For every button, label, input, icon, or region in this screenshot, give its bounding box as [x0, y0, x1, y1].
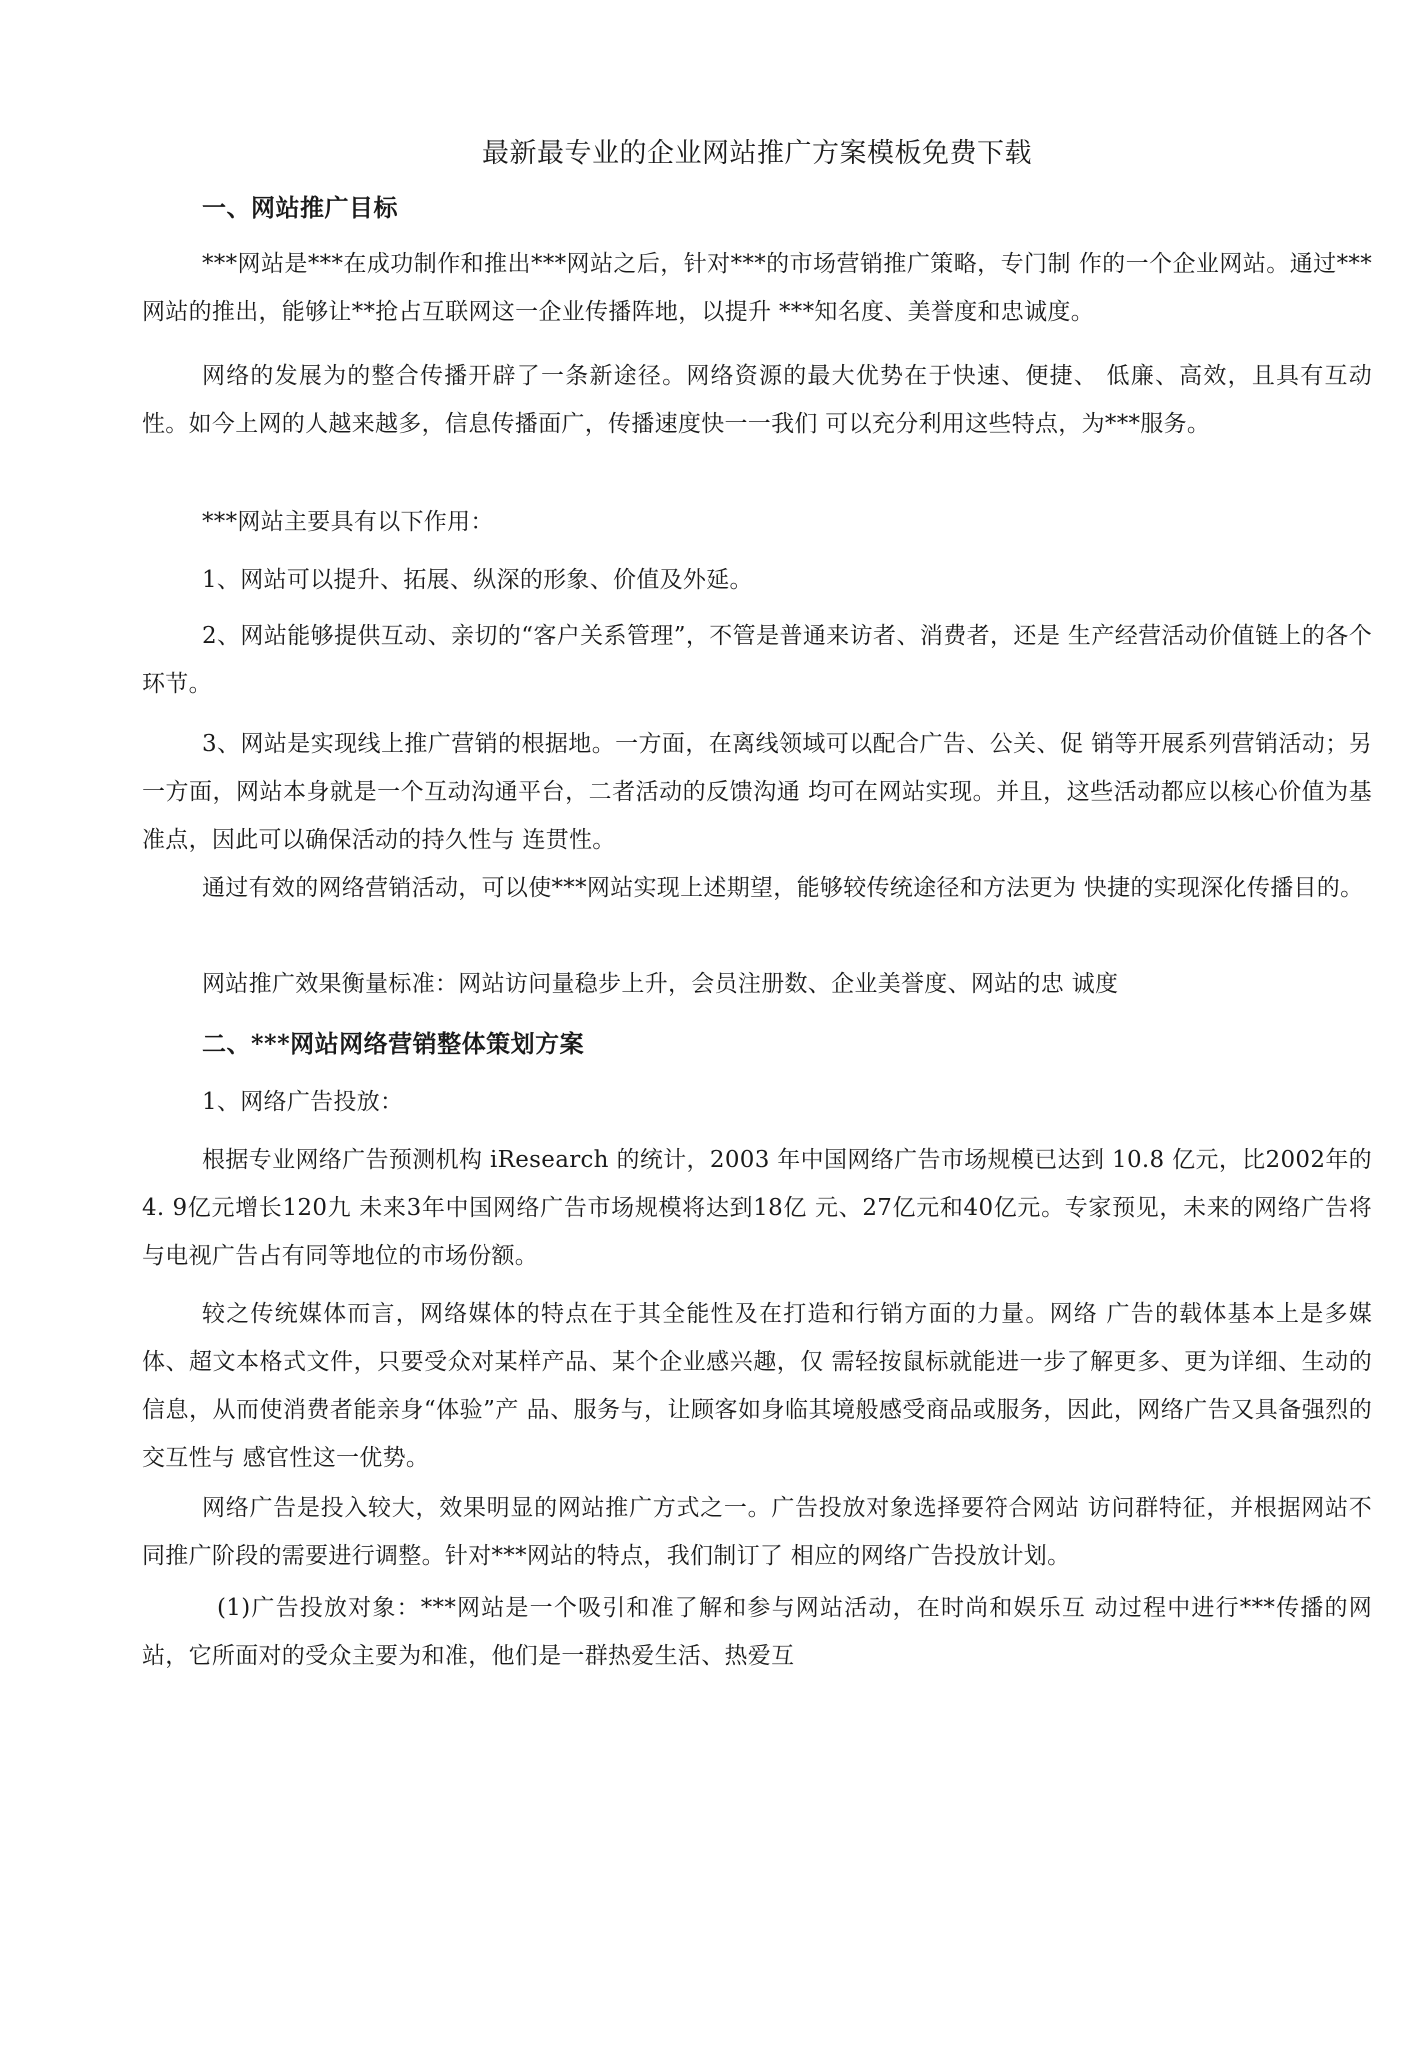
paragraph: 1、网络广告投放： — [202, 1089, 404, 1115]
paragraph: 网络广告是投入较大，效果明显的网站推广方式之一。广告投放对象选择要符合网站 访问群特征，并根据网站不同推广阶段的需要进行调整。针对***网站的特点，我们制订了 相应的网络广告投放计划。 — [142, 1495, 1372, 1569]
paragraph: 通过有效的网络营销活动，可以使***网站实现上述期望，能够较传统途径和方法更为 快捷的实现深化传播目的。 — [202, 875, 1364, 901]
page-title: 最新最专业的企业网站推广方案模板免费下载 — [482, 138, 1032, 169]
paragraph: ***网站主要具有以下作用： — [202, 509, 494, 535]
paragraph: 网络的发展为的整合传播开辟了一条新途径。网络资源的最大优势在于快速、便捷、 低廉、高效，且具有互动性。如今上网的人越来越多，信息传播面广，传播速度快一一我们 可以充分利用这些特点，为***服务。 — [142, 363, 1372, 437]
paragraph: 网站推广效果衡量标准：网站访问量稳步上升，会员注册数、企业美誉度、网站的忠 诚度 — [202, 971, 1119, 997]
paragraph: 3、网站是实现线上推广营销的根据地。一方面，在离线领域可以配合广告、公关、促 销等开展系列营销活动；另一方面，网站本身就是一个互动沟通平台，二者活动的反馈沟通 均可在网站实现。并且，这些活动都应以核心价值为基准点，因此可以确保活动的持久性与 连贯性。 — [142, 731, 1372, 853]
paragraph: 1、网站可以提升、拓展、纵深的形象、价值及外延。 — [202, 567, 753, 593]
paragraph: 2、网站能够提供互动、亲切的“客户关系管理”，不管是普通来访者、消费者，还是 生产经营活动价值链上的各个环节。 — [142, 623, 1372, 697]
section-heading-2: 二、***网站网络营销整体策划方案 — [202, 1029, 585, 1058]
paragraph: (1)广告投放对象：***网站是一个吸引和准了解和参与网站活动，在时尚和娱乐互 动过程中进行***传播的网站，它所面对的受众主要为和准，他们是一群热爱生活、热爱互 — [142, 1595, 1372, 1669]
section-heading-1: 一、网站推广目标 — [202, 193, 398, 222]
paragraph: ***网站是***在成功制作和推出***网站之后，针对***的市场营销推广策略，专门制 作的一个企业网站。通过***网站的推出，能够让**抢占互联网这一企业传播阵地，以提升 ***知名度、美誉度和忠诚度。 — [142, 251, 1372, 325]
paragraph: 较之传统媒体而言，网络媒体的特点在于其全能性及在打造和行销方面的力量。网络 广告的载体基本上是多媒体、超文本格式文件，只要受众对某样产品、某个企业感兴趣，仅 需轻按鼠标就能进一步了解更多、更为详细、生动的信息，从而使消费者能亲身“体验”产 品、服务与，让顾客如身临其境般感受商品或服务，因此，网络广告又具备强烈的交互性与 感官性这一优势。 — [142, 1301, 1372, 1471]
paragraph: 根据专业网络广告预测机构 iResearch 的统计，2003 年中国网络广告市场规模已达到 10.8 亿元，比2002年的4. 9亿元增长120九 未来3年中国网络广告市场规模将达到18亿 元、27亿元和40亿元。专家预见，未来的网络广告将与电视广告占有同等地位的市场份额。 — [142, 1147, 1372, 1269]
